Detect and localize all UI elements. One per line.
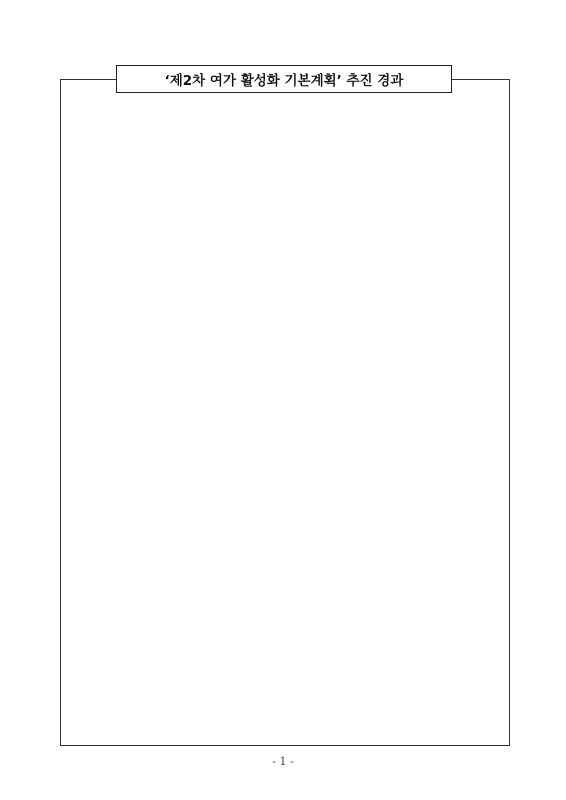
document-title: ‘제2차 여가 활성화 기본계획’ 추진 경과 (116, 65, 452, 93)
page-number: - 1 - (272, 755, 294, 768)
content-frame (60, 79, 510, 746)
